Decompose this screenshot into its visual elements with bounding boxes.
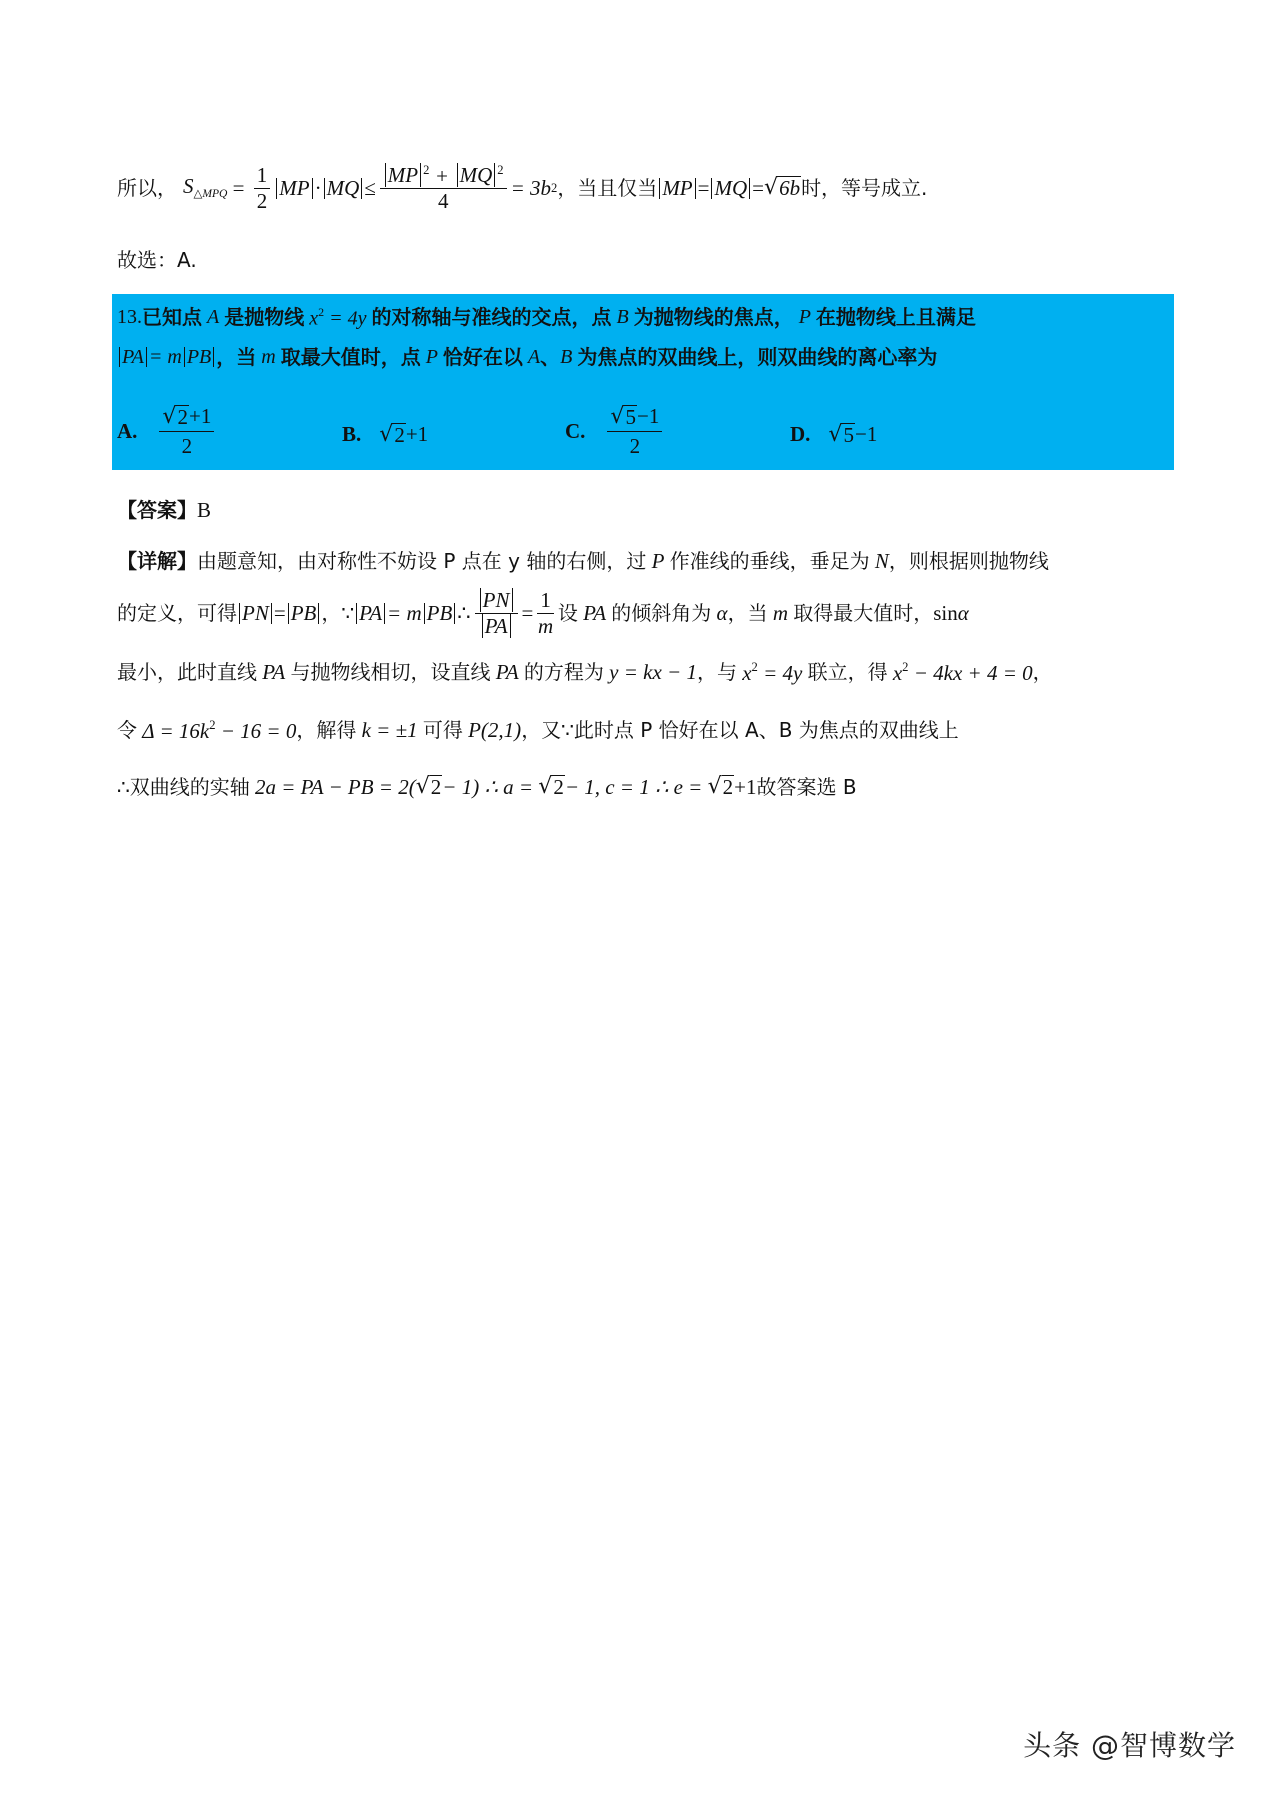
answer-line [117,496,1180,524]
detail-line-5: ∴双曲线的实轴 2a = PA − PB = 2( √ 2 − 1) ∴ a = √ 2 − 1, c = 1 ∴ e = √ 2 +1 故答案选 B [117,774,857,800]
option-a[interactable]: A. √ 2 +1 2 [117,404,218,459]
option-b[interactable]: B. √ 2 +1 [342,422,429,447]
so-label: 所以， [117,176,177,200]
watermark: 头条 @智博数学 [1023,1729,1236,1762]
sqrt-6b: √ 6b [764,175,801,201]
abs-mp: MP [276,178,312,199]
detail-line-4: 令 $\Delta = 16k^2 - 16 = 0$ ，解得 k = ±1 可得 P(2,1) ，又∵此时点 P 恰好在以 A、B 为焦点的双曲线上 [117,717,959,743]
equality-text: 时，等号成立. [801,176,928,200]
question-line-1: 13. 已知点 A 是抛物线 $x^2 = 4y$ 的对称轴与准线的交点，点 B 为抛物线的焦点， P 在抛物线上且满足 [117,304,976,330]
square-sum-fraction: $\frac{MP ^2 + MQ ^2}{4}$ [380,164,507,213]
answer-value: B [197,497,212,522]
option-d[interactable]: D. √ 5 −1 [790,422,878,447]
question-number: 13. [117,306,142,328]
option-c[interactable]: C. √ 5 −1 2 [565,404,666,459]
abs-mq: MQ [324,178,363,199]
previous-conclusion-line: 所以， $S_{\triangle MPQ}$ = $\frac{1}{2}$ MP · MQ ≤ $\frac{MP ^2 + MQ ^2}{4}$ = 3b 2 ，当且仅当 MP = MQ = √ 6b 时，等号成立. [117,162,928,214]
condition-text: ，当且仅当 [557,176,658,200]
answer-tag: 【答案】 [117,498,197,522]
detail-line-2: 的定义，可得 PN = PB ，∵ PA = m PB ∴ $\frac{PN}{PA}$ = $\frac{1}{m}$ 设 PA 的倾斜角为 α ，当 m 取得最大值时， sin α [117,587,969,638]
half-fraction: $\frac{1}{2}$ [254,165,271,212]
detail-line-1: 【详解】 由题意知，由对称性不妨设 P 点在 y 轴的右侧，过 P 作准线的垂线，垂足为 N ，则根据则抛物线 [117,548,1049,573]
detail-line-3: 最小，此时直线 PA 与抛物线相切，设直线 PA 的方程为 y = kx − 1 ，与 $x^2 = 4y$ 联立，得 $x^2 - 4kx + 4 = 0$ ， [117,659,1053,685]
detail-tag: 【详解】 [117,549,197,573]
previous-choice: 故选：A. [117,248,197,272]
eq-3b: = 3b [510,175,552,200]
leq-op: ≤ [364,175,376,200]
dot-op: · [314,175,322,200]
question-line-2: PA = m PB ，当 m 取最大值时，点 P 恰好在以 A 、 B 为焦点的双曲线上，则双曲线的离心率为 [117,338,1180,376]
area-symbol: $S_{\triangle MPQ}$ [183,173,228,200]
